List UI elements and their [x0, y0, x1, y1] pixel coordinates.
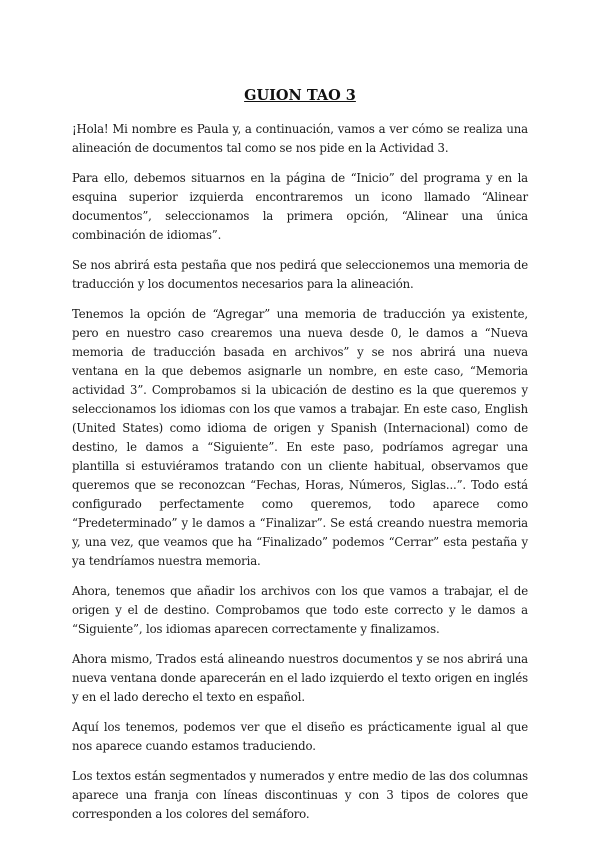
paragraph-add-files: Ahora, tenemos que añadir los archivos con los que vamos a trabajar, el de origen y el de destino. Comprobamos que todo este correcto y le damos a “Siguiente”, los idiomas aparecen correctamente y finalizamos. — [72, 584, 528, 636]
paragraph-design: Aquí los tenemos, podemos ver que el diseño es prácticamente igual al que nos aparece cuando estamos traduciendo. — [72, 720, 528, 753]
paragraph-intro: ¡Hola! Mi nombre es Paula y, a continuación, vamos a ver cómo se realiza una alineación de documentos tal como se nos pide en la Actividad 3. — [72, 122, 528, 155]
paragraph-tab-opens: Se nos abrirá esta pestaña que nos pedirá que seleccionemos una memoria de traducción y los documentos necesarios para la alineación. — [72, 258, 528, 291]
document-title: GUION TAO 3 — [244, 87, 356, 104]
paragraph-start-align: Para ello, debemos situarnos en la página de “Inicio” del programa y en la esquina superior izquierda encontraremos un icono llamado “Alinear documentos”, seleccionamos la primera opción, “Alinear una única combinación de idiomas”. — [72, 171, 528, 242]
document-body — [72, 86, 528, 835]
paragraph-segments: Los textos están segmentados y numerados y entre medio de las dos columnas aparece una franja con líneas discontinuas y con 3 tipos de colores que corresponden a los colores del semáforo. — [72, 769, 528, 821]
paragraph-aligning: Ahora mismo, Trados está alineando nuestros documentos y se nos abrirá una nueva ventana donde aparecerán en el lado izquierdo el texto origen en inglés y en el lado derecho el texto en español. — [72, 652, 528, 704]
paragraph-create-memory: Tenemos la opción de “Agregar” una memoria de traducción ya existente, pero en nuestro caso crearemos una nueva desde 0, le damos a “Nueva memoria de traducción basada en archivos” y se nos abrirá una nueva ventana en la que debemos asignarle un nombre, en este caso, “Memoria actividad 3”. Comprobamos si la ubicación de destino es la que queremos y seleccionamos los idiomas con los que vamos a trabajar. En este caso, English (United States) como idioma de origen y Spanish (Internacional) como de destino, le damos a “Siguiente”. En este paso, podríamos agregar una plantilla si estuviéramos tratando con un cliente habitual, observamos que queremos que se reconozcan “Fechas, Horas, Números, Siglas...”. Todo está configurado perfectamente como queremos, todo aparece como “Predeterminado” y le damos a “Finalizar”. Se está creando nuestra memoria y, una vez, que veamos que ha “Finalizado” podemos “Cerrar” esta pestaña y ya tendríamos nuestra memoria. — [72, 307, 528, 568]
